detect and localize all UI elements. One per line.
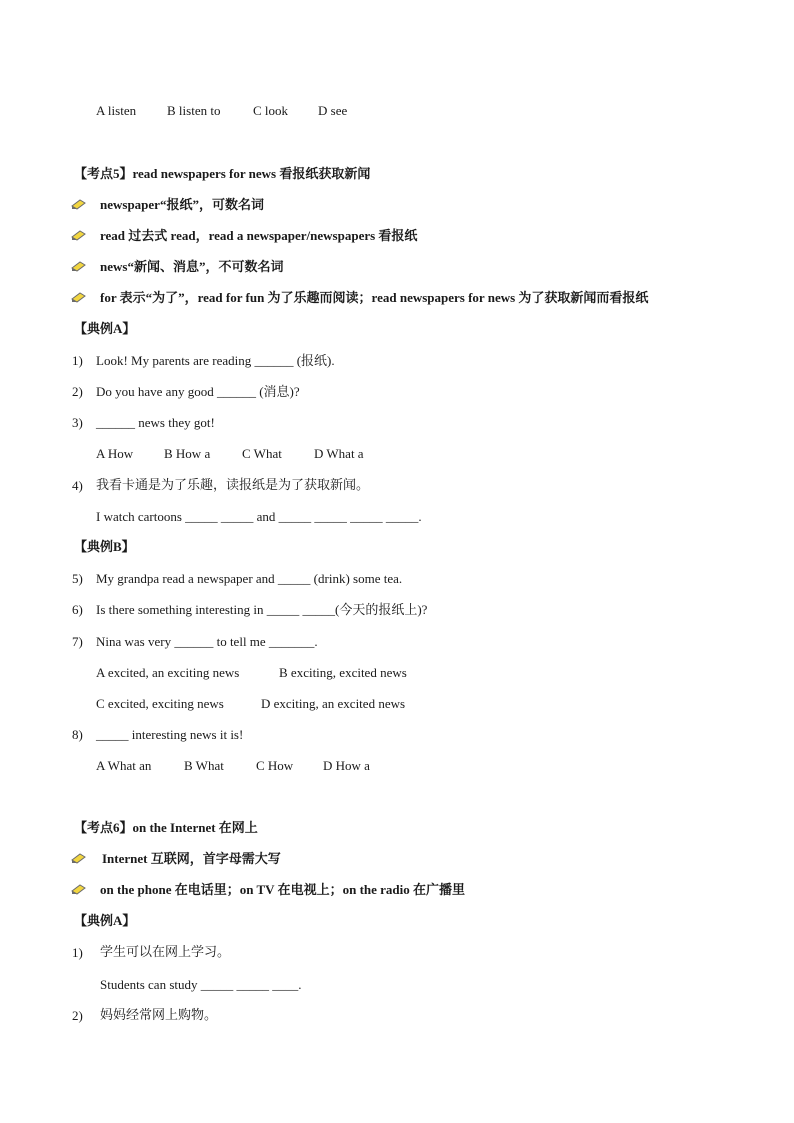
bullet-text: news“新闻、消息”，不可数名词	[100, 259, 284, 274]
example-heading: 【典例A】	[74, 913, 136, 928]
option: D exciting, an excited news	[261, 696, 406, 711]
question-number: 2)	[72, 384, 83, 399]
question-number: 1)	[72, 945, 83, 960]
question-text: 妈妈经常网上购物。	[100, 1008, 218, 1023]
pencil-icon	[71, 853, 86, 864]
bullet-text: for 表示“为了”，read for fun 为了乐趣而阅读；read newspapers for news 为了获取新闻而看报纸	[100, 290, 649, 305]
option: C look	[253, 103, 289, 118]
bullet-text: Internet 互联网，首字母需大写	[102, 851, 281, 866]
option: C What	[242, 446, 282, 461]
question-text: Look! My parents are reading ______ (报纸).	[96, 353, 335, 368]
option: D see	[318, 103, 348, 118]
question-number: 8)	[72, 727, 83, 742]
question-number: 2)	[72, 1008, 83, 1023]
bullet-text: newspaper“报纸”，可数名词	[100, 197, 264, 212]
question-text: Do you have any good ______ (消息)?	[96, 384, 300, 399]
example-heading: 【典例B】	[74, 539, 135, 554]
section-title: 【考点5】read newspapers for news 看报纸获取新闻	[74, 166, 371, 181]
option: D What a	[314, 446, 364, 461]
option: B exciting, excited news	[279, 665, 407, 680]
option: B What	[184, 758, 224, 773]
option: A listen	[96, 103, 137, 118]
question-text: 学生可以在网上学习。	[100, 945, 231, 960]
option: C How	[256, 758, 294, 773]
question-text: Nina was very ______ to tell me _______.	[96, 634, 318, 649]
bullet-text: on the phone 在电话里；on TV 在电视上；on the radio 在广播里	[100, 882, 466, 897]
pencil-icon	[71, 884, 86, 895]
question-text: My grandpa read a newspaper and _____ (drink) some tea.	[96, 571, 403, 586]
question-number: 6)	[72, 602, 83, 617]
option: A What an	[96, 758, 152, 773]
question-text: _____ interesting news it is!	[96, 727, 244, 742]
question-number: 3)	[72, 415, 83, 430]
question-number: 1)	[72, 353, 83, 368]
option: D How a	[323, 758, 370, 773]
question-number: 7)	[72, 634, 83, 649]
section-title: 【考点6】on the Internet 在网上	[74, 820, 258, 835]
question-text-english: I watch cartoons _____ _____ and _____ _____ _____ _____.	[96, 509, 422, 524]
pencil-icon	[71, 199, 86, 210]
question-text-english: Students can study _____ _____ ____.	[100, 977, 302, 992]
question-text: 我看卡通是为了乐趣，读报纸是为了获取新闻。	[96, 478, 370, 493]
question-number: 5)	[72, 571, 83, 586]
option: A excited, an exciting news	[96, 665, 240, 680]
option: B listen to	[167, 103, 221, 118]
option: B How a	[164, 446, 211, 461]
option: A How	[96, 446, 134, 461]
question-text: Is there something interesting in _____ _____(今天的报纸上)?	[96, 602, 428, 617]
question-number: 4)	[72, 478, 83, 493]
pencil-icon	[71, 292, 86, 303]
example-heading: 【典例A】	[74, 321, 136, 336]
top-options	[96, 103, 348, 119]
pencil-icon	[71, 261, 86, 272]
pencil-icon	[71, 230, 86, 241]
option: C excited, exciting news	[96, 696, 224, 711]
question-text: ______ news they got!	[96, 415, 215, 430]
bullet-text: read 过去式 read，read a newspaper/newspapers 看报纸	[100, 228, 418, 243]
